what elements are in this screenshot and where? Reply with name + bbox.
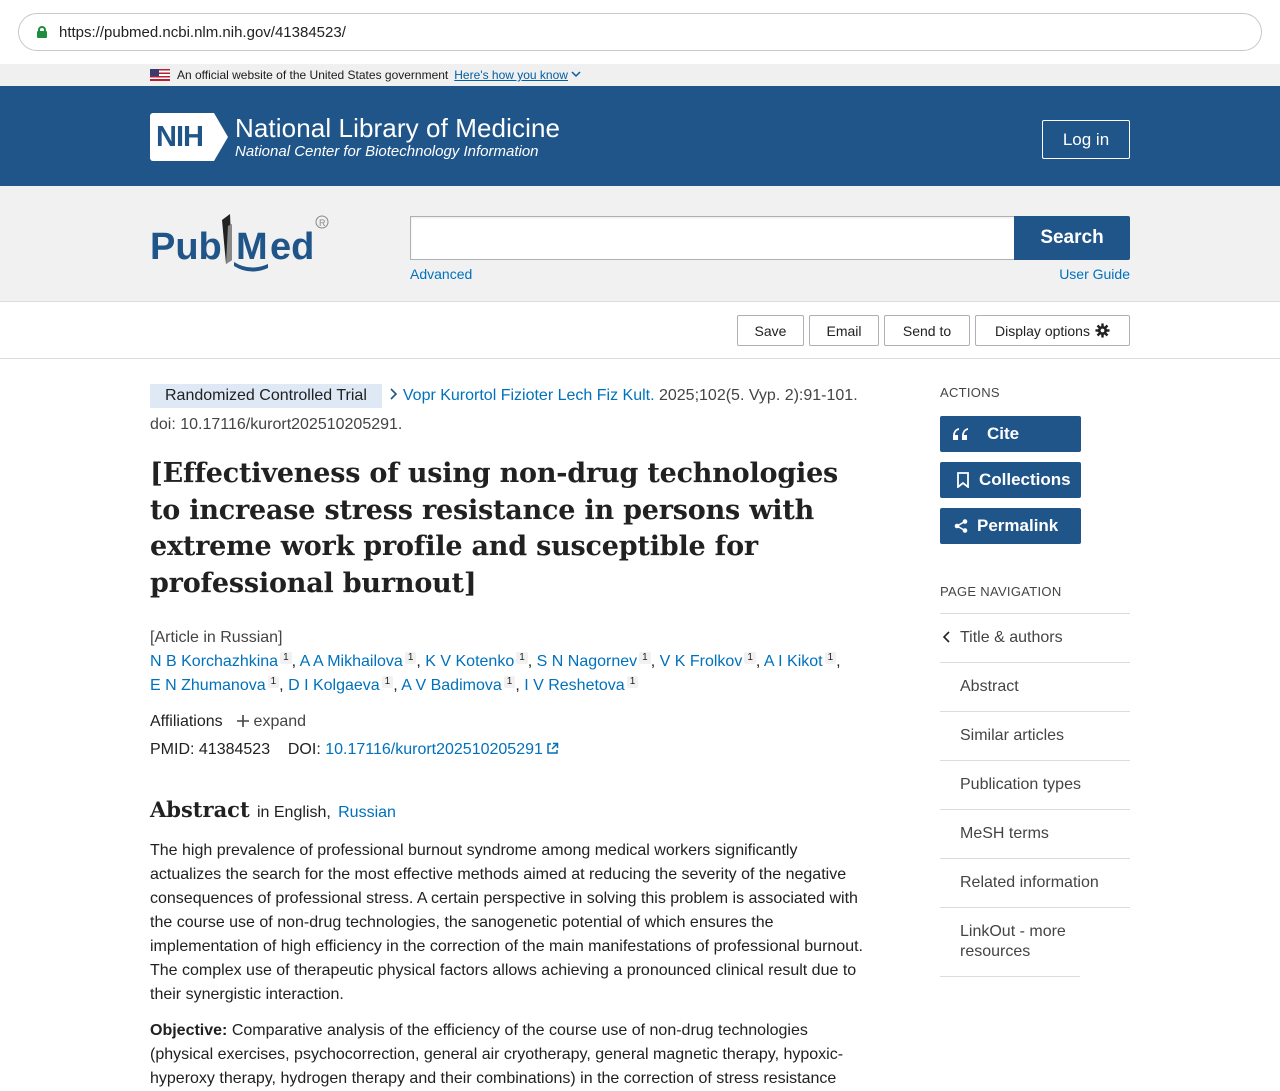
author-link[interactable]: S N Nagornev — [536, 653, 638, 670]
language-note: [Article in Russian] — [150, 629, 283, 646]
nav-publication-types[interactable]: Publication types — [940, 761, 1130, 810]
heres-how-you-know-link[interactable]: Here's how you know — [454, 68, 568, 82]
author-link[interactable]: N B Korchazhkina — [150, 653, 279, 670]
cite-label: Cite — [987, 424, 1020, 443]
pubmed-logo[interactable] — [150, 212, 335, 272]
doi-label: DOI: — [287, 741, 321, 758]
permalink-label: Permalink — [977, 516, 1059, 535]
bookmark-icon — [954, 472, 972, 488]
us-flag-icon — [150, 69, 170, 81]
affiliation-ref[interactable]: 1 — [504, 676, 516, 688]
author-link[interactable]: A V Badimova — [401, 677, 502, 694]
affiliation-ref[interactable]: 1 — [627, 676, 639, 688]
save-button[interactable]: Save — [737, 315, 804, 346]
page-navigation-list — [940, 613, 1130, 977]
chevron-left-icon — [942, 629, 950, 649]
article-title: [Effectiveness of using non-drug technologies to increase stress resistance in persons with extreme work profile and susceptible for professional burnout] — [150, 458, 839, 599]
permalink-button[interactable] — [940, 508, 1081, 544]
affiliation-ref[interactable]: 1 — [280, 652, 292, 664]
affiliation-ref[interactable]: 1 — [825, 652, 837, 664]
ncbi-subtitle: National Center for Biotechnology Information — [235, 142, 539, 160]
nlm-title: National Library of Medicine — [235, 112, 561, 143]
nav-mesh-terms[interactable]: MeSH terms — [940, 810, 1130, 859]
objective-text: Comparative analysis of the efficiency of the course use of non-drug technologies (physical exercises, psychocorrection, general air cryotherapy, general magnetic therapy, hypoxic-hyperoxy therapy, hydrogen therapy and their combinations) in the correction of stress resistance — [150, 1022, 844, 1087]
display-options-button[interactable] — [975, 315, 1130, 346]
affiliation-ref[interactable]: 1 — [744, 652, 756, 664]
pmid-label: PMID: — [150, 741, 195, 758]
expand-label[interactable]: expand — [253, 713, 307, 730]
affiliation-ref[interactable]: 1 — [382, 676, 394, 688]
publication-type-badge: Randomized Controlled Trial — [150, 384, 382, 408]
abstract-language-note: in English, — [256, 804, 331, 821]
abstract-paragraph: The high prevalence of professional burnout syndrome among medical workers significantly actualizes the search for the most effective methods aimed at reducing the severity of the negative consequences of professional stress. A certain perspective in solving this problem is associated with the course use of non-drug technologies, the sanogenetic potential of which ensures the implementation of high efficiency in the correction of the main manifestations of professional burnout. The complex use of therapeutic physical factors allows achieving a pronounced clinical result due to their synergistic interaction. — [150, 842, 863, 1003]
chevron-right-icon — [390, 387, 398, 404]
affiliation-ref[interactable]: 1 — [516, 652, 528, 664]
article-citation — [150, 381, 870, 439]
address-bar[interactable] — [18, 13, 1262, 51]
nih-badge-icon: NIH — [150, 113, 228, 161]
russian-abstract-link[interactable]: Russian — [338, 804, 396, 821]
login-button[interactable]: Log in — [1042, 120, 1130, 159]
svg-text:ed: ed — [270, 226, 315, 268]
cite-button[interactable] — [940, 416, 1081, 452]
nav-linkout[interactable]: LinkOut - more resources — [940, 908, 1080, 977]
external-link-icon[interactable] — [546, 742, 559, 755]
article-main — [150, 381, 870, 1091]
url-text[interactable]: https://pubmed.ncbi.nlm.nih.gov/41384523/ — [59, 23, 346, 41]
abstract-heading: Abstract in English, Russian — [150, 797, 396, 822]
author-link[interactable]: K V Kotenko — [425, 653, 515, 670]
gear-icon — [1095, 323, 1110, 338]
chevron-down-icon[interactable] — [571, 69, 581, 81]
nav-title-authors[interactable]: Title & authors — [940, 614, 1130, 663]
affiliations-label: Affiliations — [150, 713, 223, 730]
author-link[interactable]: V K Frolkov — [659, 653, 743, 670]
author-link[interactable]: I V Reshetova — [524, 677, 625, 694]
nav-related-information[interactable]: Related information — [940, 859, 1130, 908]
sidebar — [940, 385, 1130, 977]
objective-label: Objective: — [150, 1022, 228, 1039]
actions-heading: ACTIONS — [940, 385, 1000, 400]
gov-banner-text: An official website of the United States government — [177, 68, 449, 82]
article-identifiers — [150, 738, 870, 762]
nih-logo[interactable] — [150, 113, 560, 161]
author-link[interactable]: D I Kolgaeva — [288, 677, 380, 694]
svg-text:Pub: Pub — [150, 226, 222, 268]
quote-icon — [952, 428, 970, 440]
user-guide-link[interactable]: User Guide — [1059, 266, 1130, 282]
gov-banner — [0, 64, 1280, 86]
doi-line: doi: 10.17116/kurort202510205291. — [150, 416, 403, 433]
nih-header — [0, 86, 1280, 186]
author-link[interactable]: A A Mikhailova — [299, 653, 403, 670]
pmid-value: 41384523 — [198, 741, 271, 758]
plus-icon[interactable] — [237, 713, 253, 730]
svg-text:M: M — [236, 226, 268, 268]
search-area — [0, 186, 1280, 302]
advanced-search-link[interactable]: Advanced — [410, 266, 473, 282]
share-icon — [952, 519, 970, 533]
display-options-label: Display options — [995, 322, 1090, 339]
page-navigation-heading: PAGE NAVIGATION — [940, 584, 1062, 599]
nav-abstract[interactable]: Abstract — [940, 663, 1130, 712]
author-link[interactable]: E N Zhumanova — [150, 677, 266, 694]
collections-label: Collections — [979, 470, 1071, 489]
search-button[interactable]: Search — [1014, 216, 1130, 260]
browser-toolbar — [0, 0, 1280, 64]
lock-icon — [37, 26, 47, 38]
affiliation-ref[interactable]: 1 — [268, 676, 280, 688]
send-to-button[interactable]: Send to — [884, 315, 970, 346]
author-link[interactable]: A I Kikot — [763, 653, 823, 670]
affiliation-ref[interactable]: 1 — [639, 652, 651, 664]
affiliations-toggle[interactable] — [150, 710, 870, 734]
doi-link[interactable]: 10.17116/kurort202510205291 — [325, 741, 543, 758]
author-list: N B Korchazhkina 1 , A A Mikhailova 1 , K V Kotenko 1 , S N Nagornev 1 , V K Frolkov 1 , A I Kikot 1 , E N Zhumanova 1 , D I Kolgaeva 1 , A V Badimova 1 , I V Reshetova 1 — [150, 652, 841, 694]
journal-link[interactable]: Vopr Kurortol Fizioter Lech Fiz Kult. — [402, 387, 655, 404]
abstract-objective — [150, 1019, 870, 1091]
collections-button[interactable] — [940, 462, 1081, 498]
citation-details: 2025;102(5. Vyp. 2):91-101. — [658, 387, 858, 404]
article-toolbar — [0, 302, 1280, 359]
email-button[interactable]: Email — [809, 315, 879, 346]
search-input[interactable] — [410, 216, 1015, 260]
nav-similar-articles[interactable]: Similar articles — [940, 712, 1130, 761]
affiliation-ref[interactable]: 1 — [405, 652, 417, 664]
svg-text:R: R — [319, 218, 326, 228]
